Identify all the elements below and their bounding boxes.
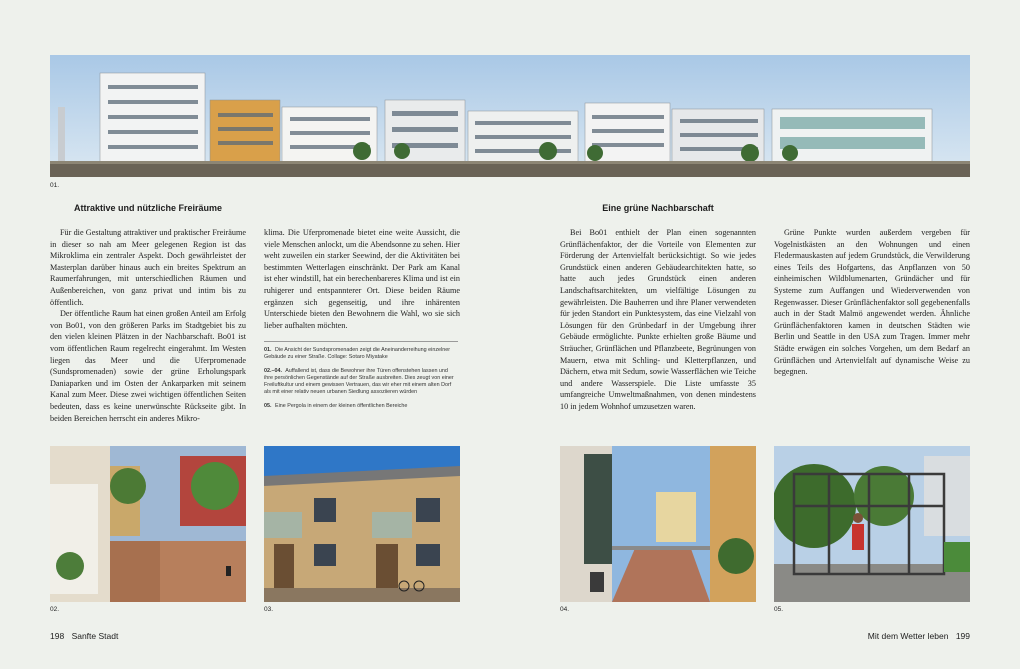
caption-02-04-number: 02.–04. bbox=[264, 367, 282, 374]
panorama-photo bbox=[50, 55, 970, 177]
right-section-title: Mit dem Wetter leben bbox=[867, 631, 949, 641]
right-column-2 bbox=[774, 227, 970, 378]
photo-04 bbox=[560, 446, 756, 602]
caption-rule bbox=[264, 341, 458, 342]
right-paragraph-2: Grüne Punkte wurden außerdem vergeben für Vogelnistkästen an den Wohnungen und einen Fledermauskasten auf jedem Grundstück, die Verwilderung eines Teils des Hofgartens, das Anpflanzen von 50 einheimischen Wildblumenarten, Gründächer und für Systeme zum Auffangen und Wiederverwenden von Regenwasser. Dieser Grünflächenfaktor soll gegebenenfalls auch in der Stadt Malmö angewendet werden. Ähnliche Grünflächenfaktoren kamen in deutschen Städten wie Berlin und Seattle in den USA zum Tragen. Immer mehr Städte erwägen ein solches Vorgehen, um dem Bedarf an Grünflächen und Artenvielfalt auf dynamische Weise zu begegnen. bbox=[774, 228, 970, 377]
right-paragraph-1: Bei Bo01 enthielt der Plan einen sogenannten Grünflächenfaktor, der die Vorteile von Elementen zur Förderung der Artenvielfalt berücksichtigt. So wie jedes Grundstück einen anderen Gebäudearchitekten hatte, so hatte auch jedes Grundstück einen anderen Landschaftsarchitekten, um vielfältige Lösungen zu gewährleisten. Die Bauherren und ihre Planer verwendeten für jeden Standort ein Punktesystem, das eine Vielzahl von Lösungen für den Grünbedarf in der Umgebung ihrer Gebäude ermöglichte. Punkte erhielten große Bäume und Sträucher, Grünflächen und Pflanzbeete, Begrünungen von Mauern, etwa mit Schling- und Kletterpflanzen, und Dächern, etwa mit Sedum, sowie Wasserflächen wie Teiche und andere Wasserspiele. Die Liste umfasste 35 umfangreiche Umweltmaßnahmen, von denen mindestens 10 in jedem Wohnhof umzusetzen waren. bbox=[560, 228, 756, 411]
figure-captions bbox=[264, 341, 458, 416]
photo-04-caption-number: 04. bbox=[560, 606, 570, 613]
left-section-title: Sanfte Stadt bbox=[71, 631, 119, 641]
right-column-1 bbox=[560, 227, 756, 413]
caption-01-number: 01. bbox=[264, 347, 272, 353]
left-column-1 bbox=[50, 227, 246, 424]
left-paragraph-3: klima. Die Uferpromenade bietet eine weite Aussicht, die viele Menschen anlockt, um die Abendsonne zu sehen. Hier weht zuweilen ein starker Seewind, der die Aktivitäten bei bestimmten Wetterlagen einschränkt. Der Park am Kanal ist eher windstill, hat ein berechenbareres Klima und ist ein ruhigerer und entspannterer Ort. Diese beiden Räume ergänzen sich gegenseitig, und ihre inhärenten Unterschiede bieten den Bewohnern die Wahl, wo sie sich lieber aufhalten möchten. bbox=[264, 228, 460, 330]
left-paragraph-2: Der öffentliche Raum hat einen großen Anteil am Erfolg von Bo01, von den größeren Parks im Stadtgebiet bis zu den vielen kleinen Plätzen in der Nachbarschaft. Bo01 ist vom öffentlichen Raum regelrecht eingerahmt. Im Westen liegen das Meer und die Uferpromenade (Sundspromenaden) sowie der grüne Erholungspark Daniaparken und im Osten der Ankarparken mit seinem Kanal zum Meer. Diese zwei wichtigen öffentlichen Seiten bedeuten, dass es keine unerwünschte Rückseite gibt. In beiden Bereichen herrscht ein anderes Mikro- bbox=[50, 309, 246, 423]
left-page-number: 198 bbox=[50, 631, 65, 641]
caption-05 bbox=[264, 403, 458, 410]
photo-03-caption-number: 03. bbox=[264, 606, 274, 613]
right-page-number: 199 bbox=[955, 631, 970, 641]
photo-05 bbox=[774, 446, 970, 602]
caption-02-04-text: Auffallend ist, dass die Bewohner ihre Türen offenstehen lassen und ihre persönlichen Gegenstände auf der Straße ausbreiten. Dies zeugt von einer Freiluftkultur und einem gewissen Vertrauen, das wir eher mit einem alten Dorf als mit einer relativ neuen urbanen Siedlung assoziieren würden bbox=[264, 367, 454, 396]
photo-02 bbox=[50, 446, 246, 602]
left-footer bbox=[50, 631, 118, 641]
left-heading: Attraktive und nützliche Freiräume bbox=[73, 203, 223, 213]
caption-01 bbox=[264, 347, 458, 362]
photo-02-caption-number: 02. bbox=[50, 606, 60, 613]
left-column-2 bbox=[264, 227, 460, 331]
right-heading: Eine grüne Nachbarschaft bbox=[602, 203, 714, 213]
caption-05-text: Eine Pergola in einem der kleinen öffentlichen Bereiche bbox=[275, 402, 408, 409]
left-paragraph-1: Für die Gestaltung attraktiver und praktischer Freiräume in dieser so nah am Meer gelegenen Region ist das Mikroklima ein zentraler Aspekt. Doch gewährleistet der Masterplan darüber hinaus auch ein breites Spektrum an Raumerfahrungen, mit unterschiedlichen Räumen und Außenbereichen, von ganz privat und intim bis zu öffentlich. bbox=[50, 228, 246, 307]
photo-03 bbox=[264, 446, 460, 602]
caption-02-04 bbox=[264, 368, 458, 397]
panorama-caption-number: 01. bbox=[50, 182, 60, 189]
caption-05-number: 05. bbox=[264, 402, 272, 409]
photo-05-caption-number: 05. bbox=[774, 606, 784, 613]
right-footer bbox=[868, 631, 970, 641]
caption-01-text: Die Ansicht der Sundspromenaden zeigt die Aneinanderreihung einzelner Gebäude zu einer Straße. Collage: Sotaro Miyatake bbox=[264, 347, 451, 361]
